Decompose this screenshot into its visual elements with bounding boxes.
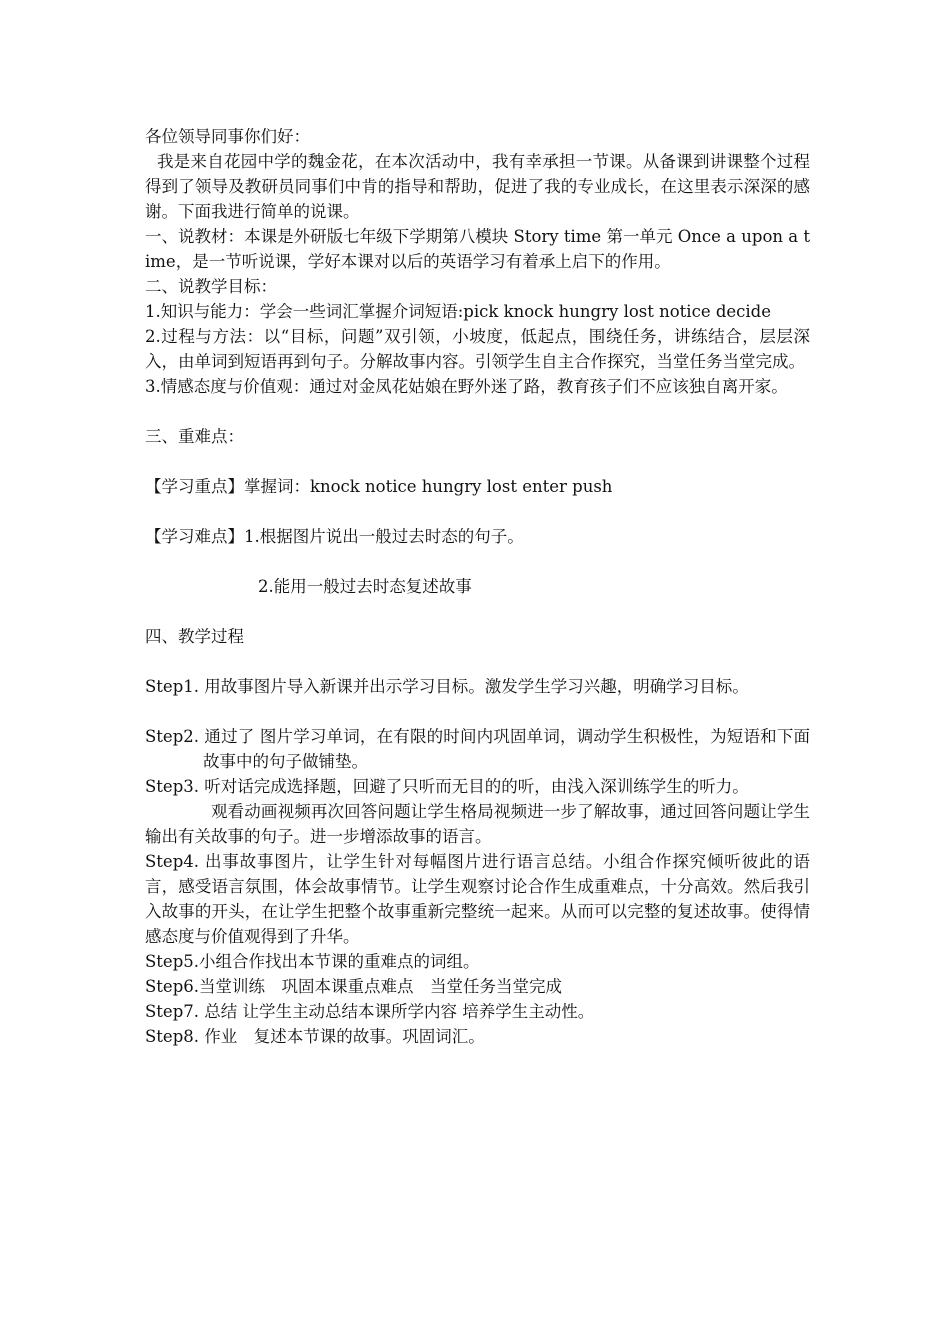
- goal-knowledge: 1.知识与能力：学会一些词汇掌握介词短语:pick knock hungry lost notice decide: [145, 302, 772, 321]
- goal-emotion: 3.情感态度与价值观：通过对金凤花姑娘在野外迷了路，教育孩子们不应该独自离开家。: [145, 377, 788, 396]
- difficulty-1: 【学习难点】1.根据图片说出一般过去时态的句子。: [145, 527, 524, 546]
- step-3: Step3. 听对话完成选择题，回避了只听而无目的的听，由浅入深训练学生的听力。: [145, 777, 749, 796]
- step-2: Step2. 通过了 图片学习单词，在有限的时间内巩固单词，调动学生积极性，为短语和下面故事中的句子做铺垫。: [145, 727, 810, 771]
- step-4: Step4. 出事故事图片，让学生针对每幅图片进行语言总结。小组合作探究倾听彼此的语言，感受语言氛围，体会故事情节。让学生观察讨论合作生成重难点，十分高效。然后我引入故事的开头，在让学生把整个故事重新完整统一起来。从而可以完整的复述故事。使得情感态度与价值观得到了升华。: [145, 852, 810, 946]
- spacer: [145, 549, 810, 574]
- spacer: [145, 499, 810, 524]
- spacer: [145, 449, 810, 474]
- step-5: Step5.小组合作找出本节课的重难点的词组。: [145, 952, 480, 971]
- spacer: [145, 649, 810, 674]
- spacer: [145, 599, 810, 624]
- step-8: Step8. 作业 复述本节课的故事。巩固词汇。: [145, 1027, 485, 1046]
- spacer: [145, 399, 810, 424]
- step-3-continued: 观看动画视频再次回答问题让学生格局视频进一步了解故事，通过回答问题让学生输出有关故事的句子。进一步增添故事的语言。: [145, 802, 810, 846]
- section-teaching-material: 一、说教材：本课是外研版七年级下学期第八模块 Story time 第一单元 Once a upon a time，是一节听说课，学好本课对以后的英语学习有着承上启下的作用。: [145, 227, 810, 271]
- step-7: Step7. 总结 让学生主动总结本课所学内容 培养学生主动性。: [145, 1002, 595, 1021]
- spacer: [145, 699, 810, 724]
- step-6: Step6.当堂训练 巩固本课重点难点 当堂任务当堂完成: [145, 977, 563, 996]
- intro-paragraph: 我是来自花园中学的魏金花，在本次活动中，我有幸承担一节课。从备课到讲课整个过程得到了领导及教研员同事们中肯的指导和帮助，促进了我的专业成长，在这里表示深深的感谢。下面我进行简单的说课。: [145, 152, 810, 221]
- goal-process: 2.过程与方法：以“目标，问题”双引领，小坡度，低起点，围绕任务，讲练结合，层层深入，由单词到短语再到句子。分解故事内容。引领学生自主合作探究，当堂任务当堂完成。: [145, 327, 810, 371]
- difficulty-2: 2.能用一般过去时态复述故事: [258, 577, 472, 596]
- section-teaching-goals-title: 二、说教学目标：: [145, 277, 277, 296]
- step-1: Step1. 用故事图片导入新课并出示学习目标。激发学生学习兴趣，明确学习目标。: [145, 677, 749, 696]
- section-teaching-process-title: 四、教学过程: [145, 627, 244, 646]
- key-points: 【学习重点】掌握词：knock notice hungry lost enter push: [145, 477, 613, 496]
- section-key-points-title: 三、重难点：: [145, 427, 244, 446]
- greeting: 各位领导同事你们好：: [145, 127, 310, 146]
- document-page: [145, 124, 810, 1049]
